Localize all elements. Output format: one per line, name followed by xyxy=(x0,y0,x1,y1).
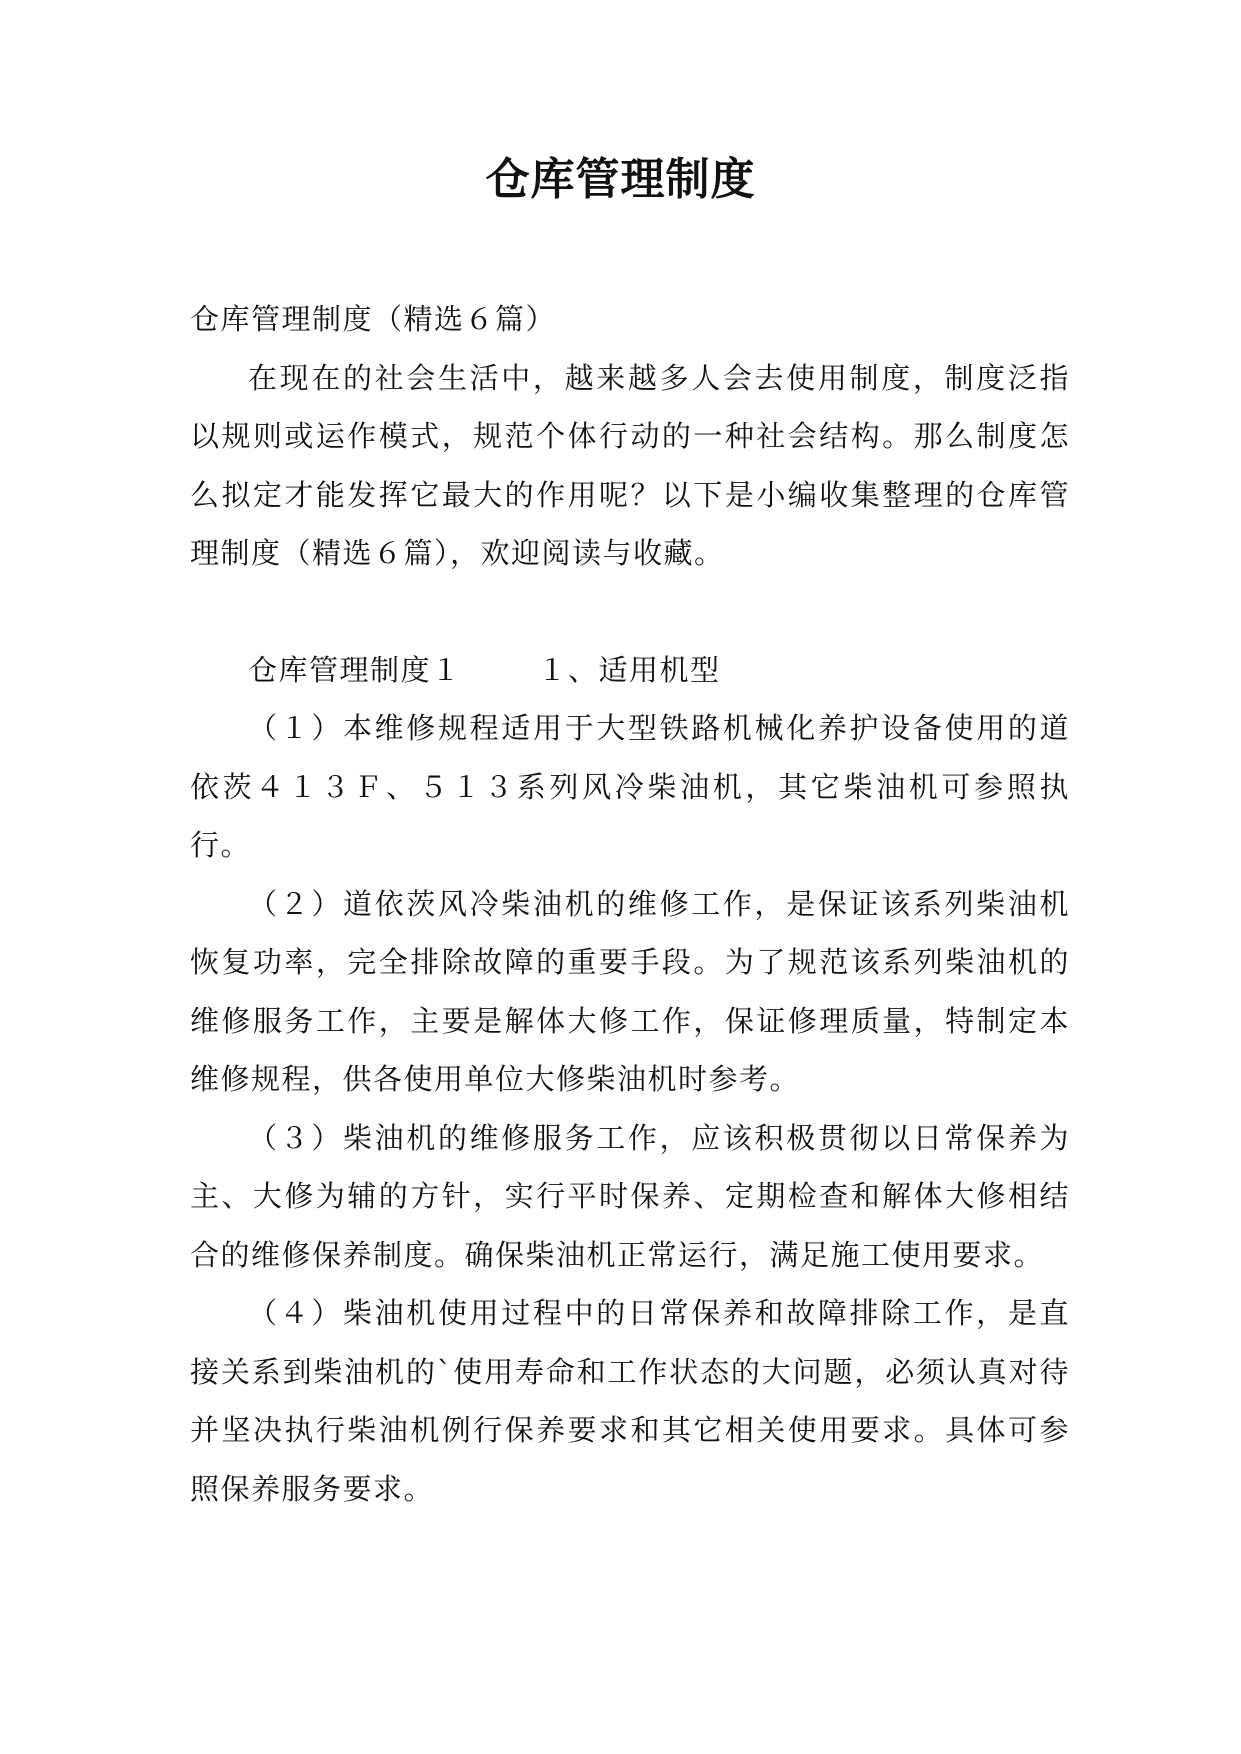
section-heading-item: １、适用机型 xyxy=(537,652,721,687)
paragraph-spacer xyxy=(190,583,1070,641)
document-subtitle: 仓库管理制度（精选６篇） xyxy=(190,302,557,336)
clause-paragraph-2: （２）道依茨风冷柴油机的维修工作，是保证该系列柴油机恢复功率，完全排除故障的重要手段。为了规范该系列柴油机的维修服务工作，主要是解体大修工作，保证修理质量，特制定本维修规程，供各使用单位大修柴油机时参考。 xyxy=(190,886,1070,1096)
clause-paragraph-1: （１）本维修规程适用于大型铁路机械化养护设备使用的道依茨４１３Ｆ、５１３系列风冷柴油机，其它柴油机可参照执行。 xyxy=(190,711,1070,862)
section-heading-title: 仓库管理制度１ xyxy=(248,652,462,687)
clause-paragraph-4: （４）柴油机使用过程中的日常保养和故障排除工作，是直接关系到柴油机的`使用寿命和工作状态的大问题，必须认真对待并坚决执行柴油机例行保养要求和其它相关使用要求。具体可参照保养服务要求。 xyxy=(190,1296,1070,1506)
intro-paragraph: 在现在的社会生活中，越来越多人会去使用制度，制度泛指以规则或运作模式，规范个体行动的一种社会结构。那么制度怎么拟定才能发挥它最大的作用呢？以下是小编收集整理的仓库管理制度（精选６篇），欢迎阅读与收藏。 xyxy=(190,360,1070,570)
document-title: 仓库管理制度 xyxy=(485,154,756,205)
clause-paragraph-3: （３）柴油机的维修服务工作，应该积极贯彻以日常保养为主、大修为辅的方针，实行平时保养、定期检查和解体大修相结合的维修保养制度。确保柴油机正常运行，满足施工使用要求。 xyxy=(190,1120,1070,1272)
document-body xyxy=(190,290,1070,1518)
section-heading xyxy=(190,641,1070,700)
